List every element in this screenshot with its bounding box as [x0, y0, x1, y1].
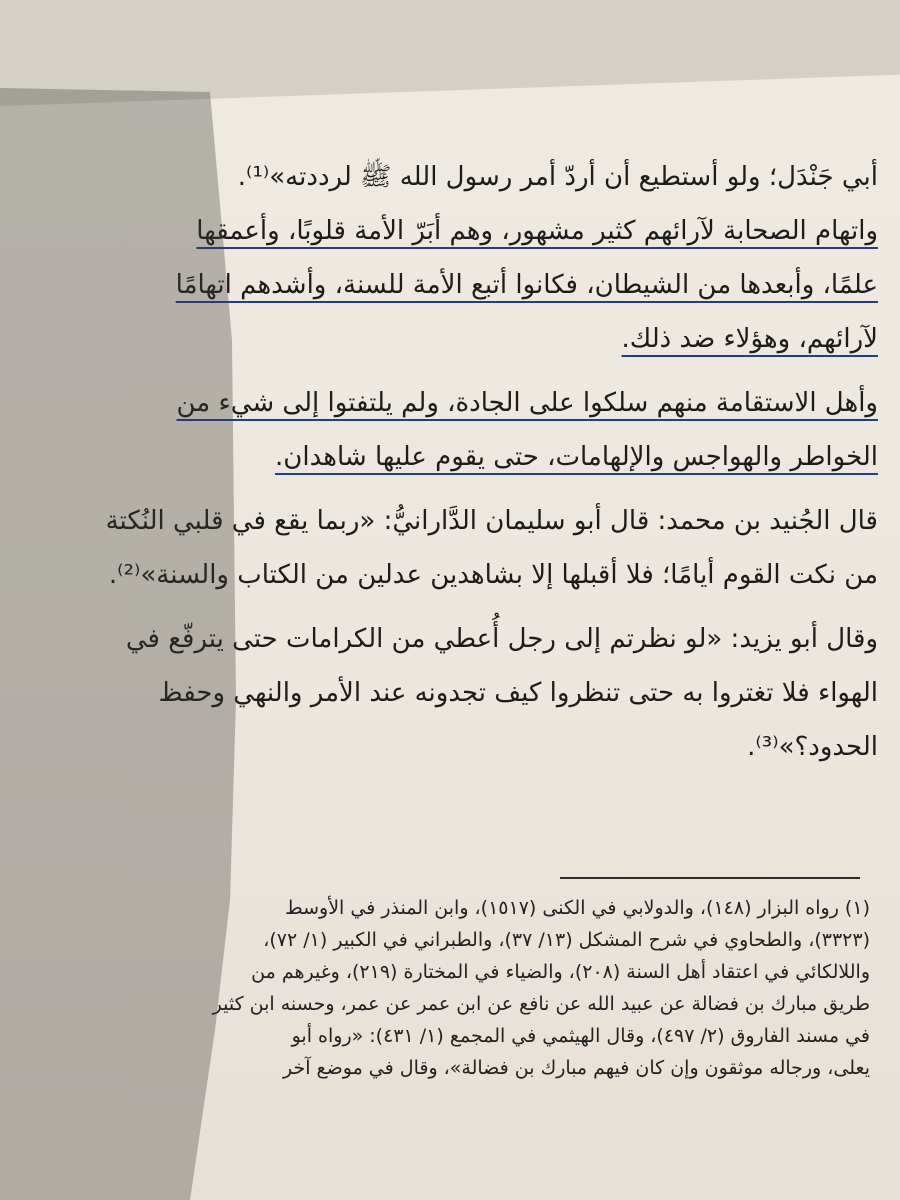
body-line-4: لآرائهم، وهؤلاء ضد ذلك. — [621, 324, 878, 354]
body-line-1: أبي جَنْدَل؛ ولو أستطيع أن أردّ أمر رسول الله ﷺ لرددته»⁽¹⁾. — [237, 162, 878, 192]
footnote-line-5: في مسند الفاروق (٢/ ٤٩٧)، وقال الهيثمي في المجمع (١/ ٤٣١): «رواه أبو — [291, 1025, 870, 1047]
footnote-separator — [560, 877, 860, 879]
body-line-10: الهواء فلا تغتروا به حتى تنظروا كيف تجدونه عند الأمر والنهي وحفظ — [158, 678, 878, 708]
footnotes — [30, 892, 870, 1084]
footnote-line-4: طريق مبارك بن فضالة عن عبيد الله عن نافع عن ابن عمر عن عمر، وحسنه ابن كثير — [212, 993, 870, 1015]
footnote-line-6: يعلى، ورجاله موثقون وإن كان فيهم مبارك بن فضالة»، وقال في موضع آخر — [282, 1057, 870, 1079]
body-line-2: واتهام الصحابة لآرائهم كثير مشهور، وهم أبَرّ الأمة قلوبًا، وأعمقها — [196, 216, 878, 246]
footnote-line-3: واللالكائي في اعتقاد أهل السنة (٢٠٨)، والضياء في المختارة (٢١٩)، وغيرهم من — [251, 961, 870, 983]
body-line-8: من نكت القوم أيامًا؛ فلا أقبلها إلا بشاهدين عدلين من الكتاب والسنة»⁽²⁾. — [108, 560, 878, 590]
footnote-line-2: (٣٣٢٣)، والطحاوي في شرح المشكل (١٣/ ٣٧)، والطبراني في الكبير (١/ ٧٢)، — [263, 929, 870, 951]
body-line-7: قال الجُنيد بن محمد: قال أبو سليمان الدَّارانيُّ: «ربما يقع في قلبي النُكتة — [105, 506, 878, 536]
body-line-9: وقال أبو يزيد: «لو نظرتم إلى رجل أُعطي من الكرامات حتى يترفّع في — [125, 624, 878, 654]
main-text — [38, 150, 878, 774]
body-line-11: الحدود؟»⁽³⁾. — [747, 732, 878, 762]
body-line-6: الخواطر والهواجس والإلهامات، حتى يقوم عليها شاهدان. — [275, 442, 878, 472]
body-line-5: وأهل الاستقامة منهم سلكوا على الجادة، ولم يلتفتوا إلى شيء من — [176, 388, 878, 418]
footnote-line-1: (١) رواه البزار (١٤٨)، والدولابي في الكنى (١٥١٧)، وابن المنذر في الأوسط — [285, 897, 870, 919]
body-line-3: علمًا، وأبعدها من الشيطان، فكانوا أتبع الأمة للسنة، وأشدهم اتهامًا — [175, 270, 878, 300]
